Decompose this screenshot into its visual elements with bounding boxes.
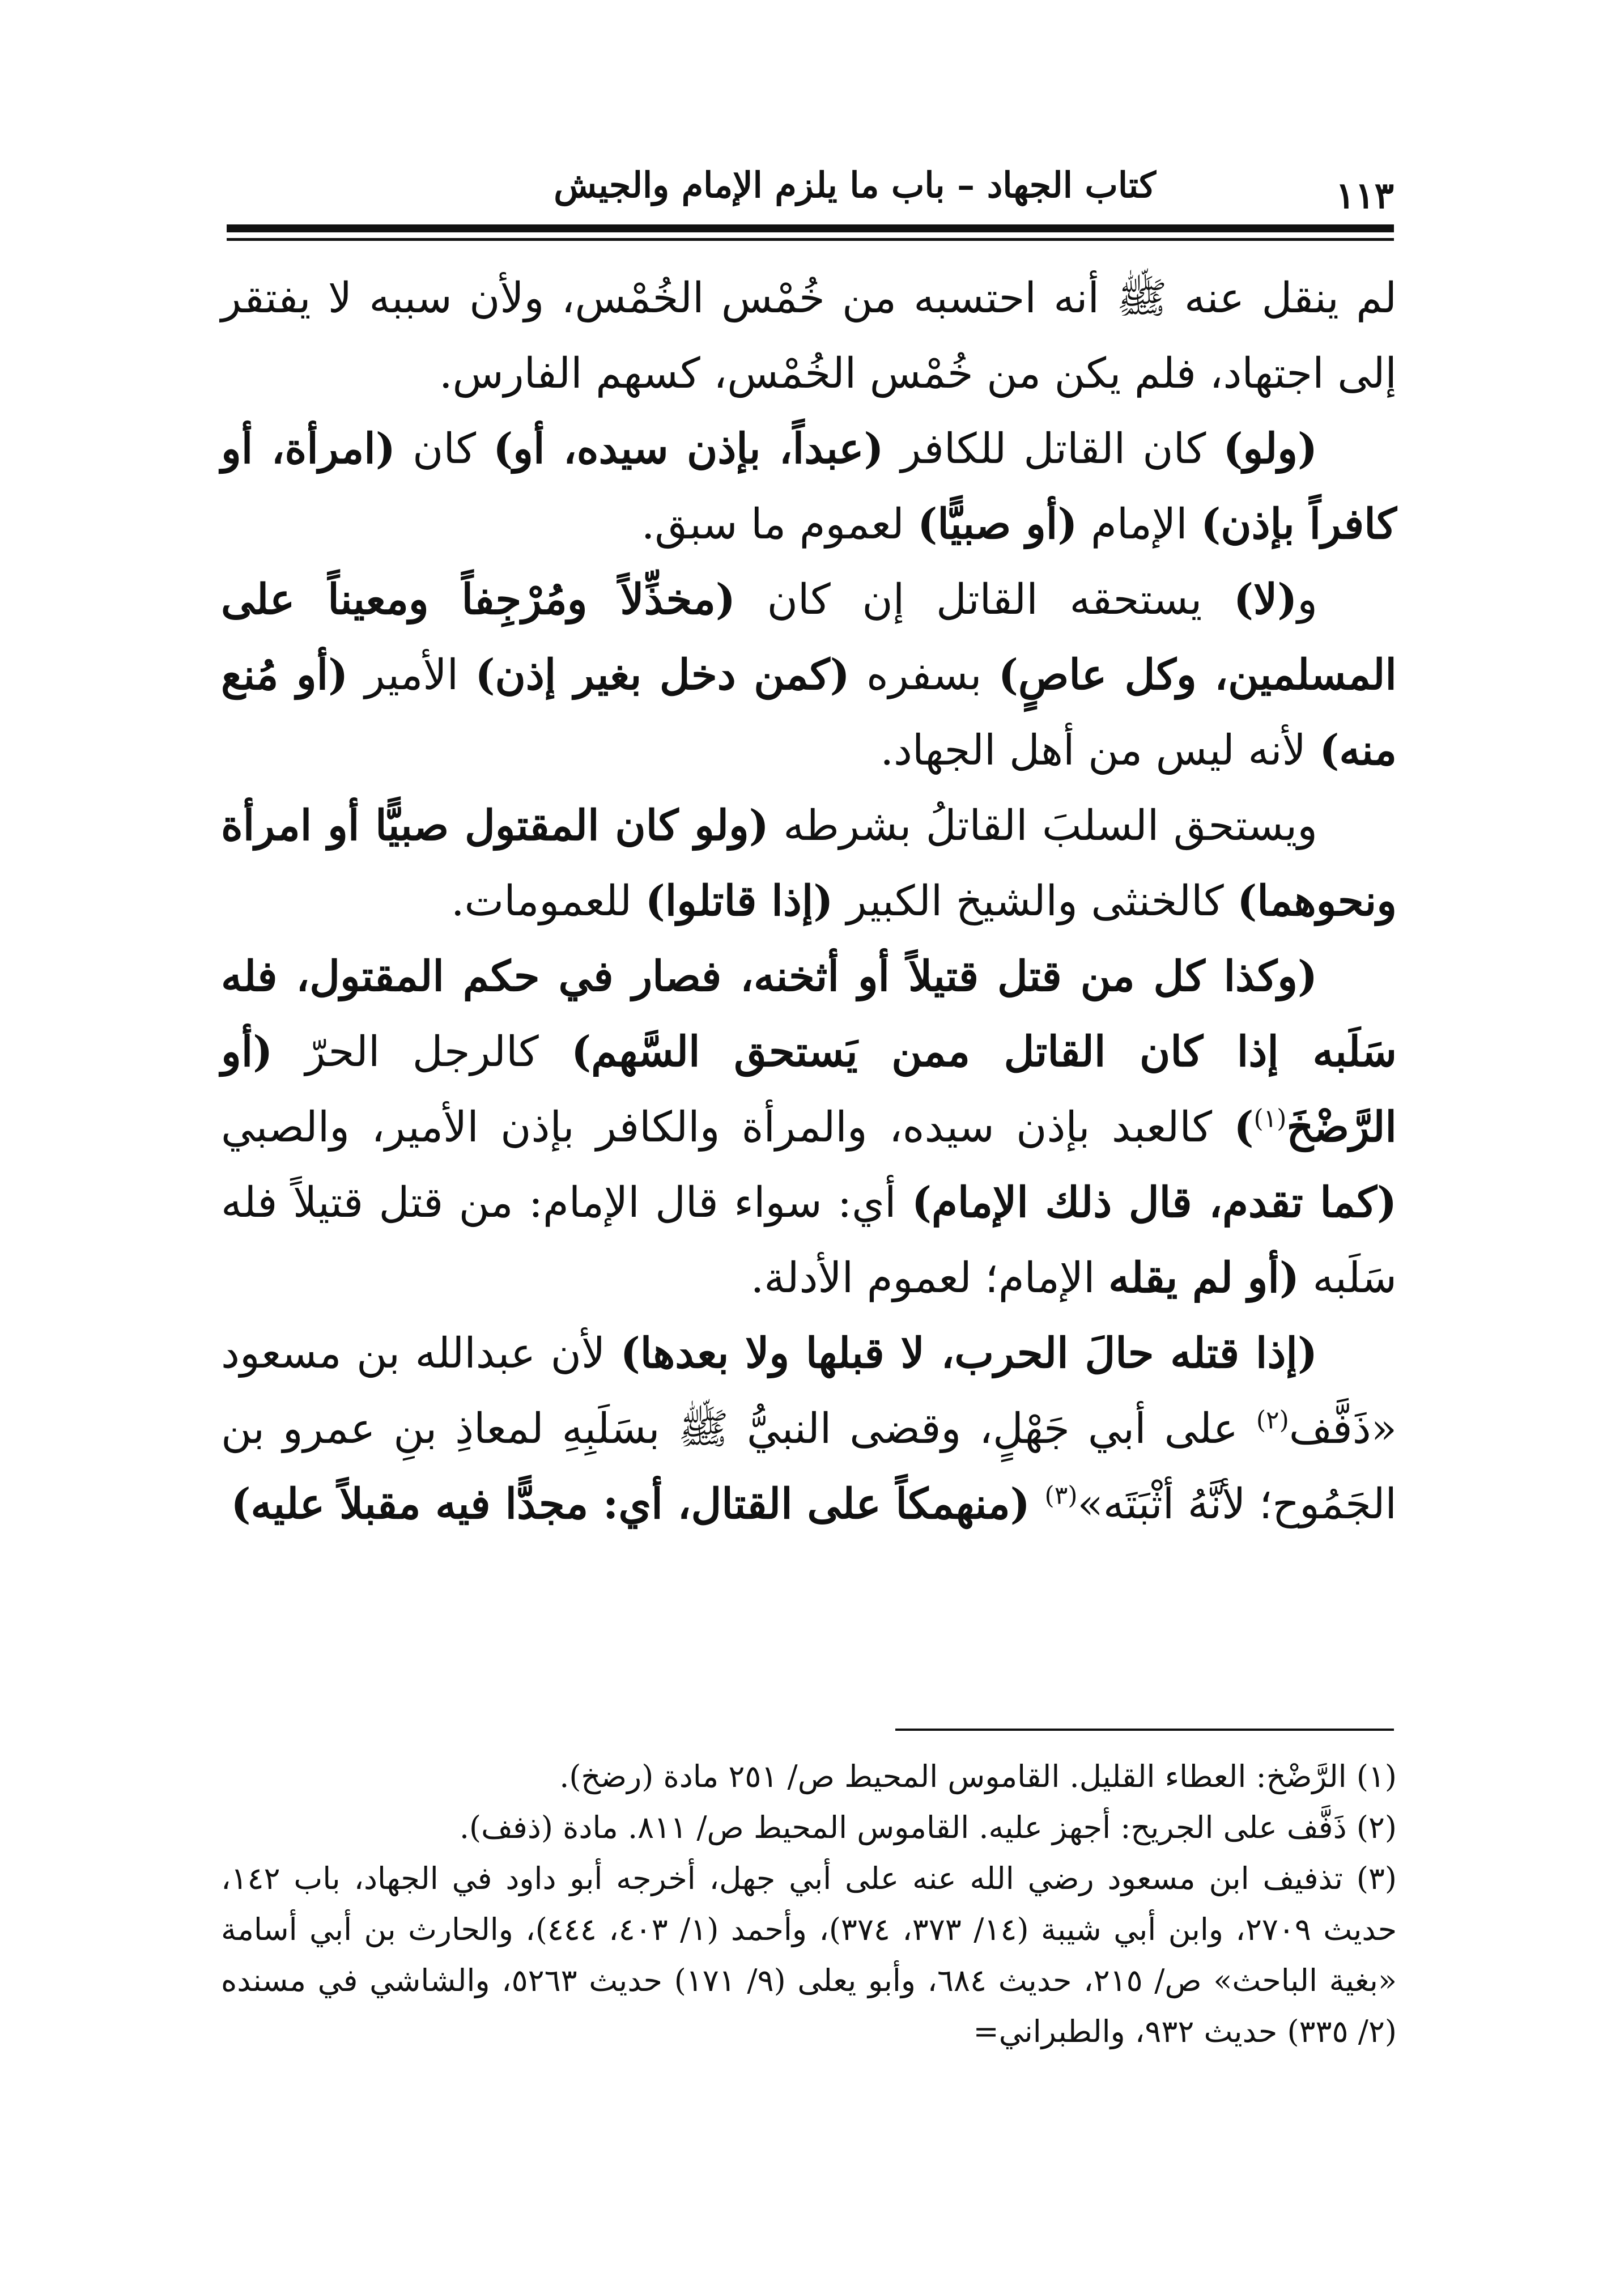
text-run: على أبي جَهْلٍ، وقضى النبيُّ ﷺ بسَلَبِهِ لمعاذِ بنِ عمرو بن الجَمُوح؛ لأنَّهُ أثْبَتَه»: [221, 1404, 1397, 1528]
bold-run: (إذا قاتلوا): [645, 877, 834, 925]
text-run: الأمير: [348, 651, 475, 699]
footnote-ref-1[interactable]: (١): [1253, 1104, 1287, 1133]
bold-run: (كما تقدم، قال ذلك الإمام): [911, 1178, 1397, 1227]
paragraph-6: [221, 1316, 1397, 1542]
page-number: ١١٣: [1335, 175, 1394, 217]
text-run: ويستحق السلبَ القاتلُ بشرطه: [768, 801, 1318, 850]
bold-run: (منهمكاً على القتال، أي: مجدًّا فيه مقبلاً عليه): [231, 1480, 1045, 1528]
text-run: لعموم ما سبق.: [641, 500, 918, 549]
text-run: كالخنثى والشيخ الكبير: [833, 877, 1238, 925]
paragraph-5: [221, 939, 1397, 1316]
bold-run: (امرأة، أو كافراً بإذن): [221, 424, 1397, 549]
text-run: يستحقه القاتل إن كان: [735, 575, 1234, 624]
text-run: و: [1297, 575, 1317, 624]
text-run: بسفره: [849, 651, 998, 699]
bold-run: (أو مُنع منه): [221, 651, 1397, 775]
running-header: [227, 153, 1394, 215]
text-run: لأن عبدالله بن مسعود «ذَفَّف: [221, 1329, 1397, 1453]
text-run: كالرجل الحرّ: [273, 1027, 572, 1076]
paragraph-3: [221, 562, 1397, 788]
bold-run: (وكذا كل من قتل قتيلاً أو أثخنه، فصار في حكم المقتول، فله سَلَبه إذا كان القاتل ممن يَستحق السَّهم): [221, 952, 1397, 1076]
text-run: للعمومات.: [451, 877, 645, 925]
text-run: أي: سواء قال الإمام: من قتل قتيلاً فله سَلَبه: [221, 1178, 1397, 1302]
text-run: كان: [395, 424, 494, 473]
footnote-ref-2[interactable]: (٢): [1256, 1405, 1289, 1435]
bold-run: (لا): [1234, 575, 1298, 624]
footnote-ref-3[interactable]: (٣): [1044, 1481, 1078, 1510]
bold-run: ): [1234, 1103, 1254, 1152]
text-run: كان القاتل للكافر: [883, 424, 1223, 473]
bold-run: (مخذِّلاً ومُرْجِفاً ومعيناً على المسلمين، وكل عاصٍ): [221, 575, 1397, 699]
bold-run: (ولو كان المقتول صبيًّا أو امرأة ونحوهما): [221, 801, 1397, 925]
header-divider-thick: [227, 224, 1394, 232]
bold-run: (إذا قتله حالَ الحرب، لا قبلها ولا بعدها): [620, 1329, 1317, 1378]
footnote-2: (٢) ذَفَّف على الجريح: أجهز عليه. القاموس المحيط ص/ ٨١١. مادة (ذفف).: [459, 1810, 1397, 1845]
paragraph-4: [221, 788, 1397, 939]
chapter-title: كتاب الجهاد – باب ما يلزم الإمام والجيش: [554, 164, 1156, 206]
bold-run: (أو الرَّضْخَ: [221, 1027, 1397, 1152]
paragraph-2: [221, 411, 1397, 562]
footnote-divider: [895, 1729, 1394, 1731]
main-text: [221, 261, 1397, 1542]
text-run: الإمام: [1077, 500, 1201, 549]
bold-run: (عبداً، بإذن سيده، أو): [493, 424, 884, 473]
text-run: لم ينقل عنه ﷺ أنه احتسبه من خُمْس الخُمْس، ولأن سببه لا يفتقر إلى اجتهاد، فلم يكن من خُمْس الخُمْس، كسهم الفارس.: [221, 274, 1397, 398]
text-run: لأنه ليس من أهل الجهاد.: [880, 726, 1320, 775]
bold-run: (ولو): [1223, 424, 1318, 473]
footnotes-section: [221, 1751, 1397, 2057]
bold-run: (أو لم يقله: [1108, 1254, 1299, 1302]
bold-run: (كمن دخل بغير إذن): [475, 651, 850, 699]
text-run: الإمام؛ لعموم الأدلة.: [750, 1254, 1109, 1302]
paragraph-1: [221, 261, 1397, 411]
footnote-3: (٣) تذفيف ابن مسعود رضي الله عنه على أبي جهل، أخرجه أبو داود في الجهاد، باب ١٤٢، حديث ٢٧٠٩، وابن أبي شيبة (١٤/ ٣٧٣، ٣٧٤)، وأحمد (١/ ٤٠٣، ٤٤٤)، والحارث بن أبي أسامة «بغية الباحث» ص/ ٢١٥، حديث ٦٨٤، وأبو يعلى (٩/ ١٧١) حديث ٥٢٦٣، والشاشي في مسنده (٢/ ٣٣٥) حديث ٩٣٢، والطبراني=: [221, 1861, 1397, 2049]
bold-run: (أو صبيًّا): [917, 500, 1078, 549]
header-divider-thin: [227, 238, 1394, 241]
text-run: كالعبد بإذن سيده، والمرأة والكافر بإذن الأمير، والصبي: [221, 1103, 1234, 1152]
footnote-1: (١) الرَّضْخ: العطاء القليل. القاموس المحيط ص/ ٢٥١ مادة (رضخ).: [559, 1759, 1397, 1794]
